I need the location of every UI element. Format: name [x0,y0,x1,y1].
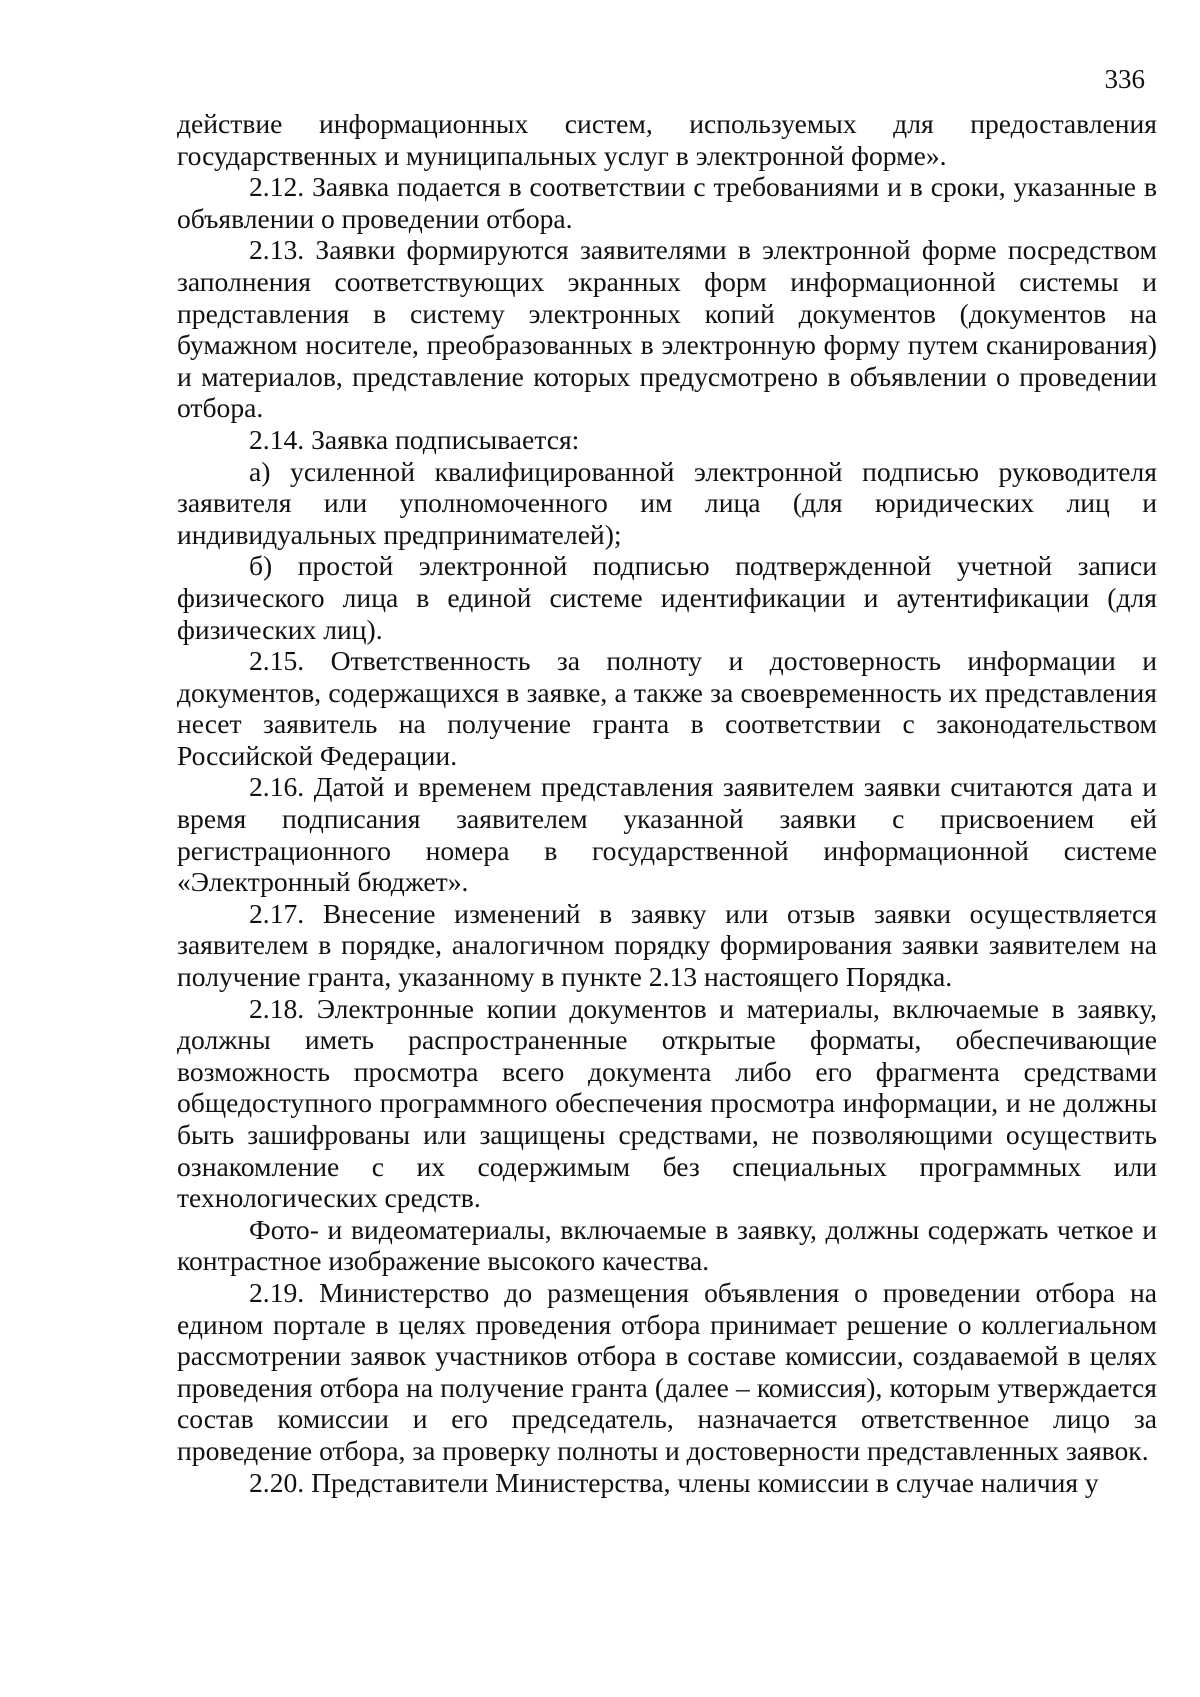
paragraph-2-16: 2.16. Датой и временем представления заявителем заявки считаются дата и время подписания заявителем указанной заявки с присвоением ей регистрационного номера в государственной информационной системе «Электронный бюджет». [177,771,1157,898]
paragraph-2-17: 2.17. Внесение изменений в заявку или отзыв заявки осуществляется заявителем в порядке, аналогичном порядку формирования заявки заявителем на получение гранта, указанному в пункте 2.13 настоящего Порядка. [177,897,1157,993]
paragraph-2-14: 2.14. Заявка подписывается: [249,423,580,455]
paragraph-2-20: 2.20. Представители Министерства, члены комиссии в случае наличия у [249,1466,1099,1498]
paragraph-2-14-b: б) простой электронной подписью подтвержденной учетной записи физического лица в единой системе идентификации и аутентификации (для физических лиц). [177,550,1157,645]
page-number: 336 [1104,64,1145,94]
document-body [177,108,1157,1498]
paragraph-2-18-media: Фото- и видеоматериалы, включаемые в заявку, должны содержать четкое и контрастное изображение высокого качества. [177,1213,1157,1277]
paragraph-2-18: 2.18. Электронные копии документов и материалы, включаемые в заявку, должны иметь распространенные открытые форматы, обеспечивающие возможность просмотра всего документа либо его фрагмента средствами общедоступного программного обеспечения просмотра информации, и не должны быть зашифрованы или защищены средствами, не позволяющими осуществить ознакомление с их содержимым без специальных программных или технологических средств. [177,992,1157,1214]
paragraph-2-15: 2.15. Ответственность за полноту и достоверность информации и документов, содержащихся в заявке, а также за своевременность их представления несет заявитель на получение гранта в соответствии с законодательством Российской Федерации. [177,645,1157,771]
paragraph-2-13: 2.13. Заявки формируются заявителями в электронной форме посредством заполнения соответствующих экранных форм информационной системы и представления в систему электронных копий документов (документов на бумажном носителе, преобразованных в электронную форму путем сканирования) и материалов, представление которых предусмотрено в объявлении о проведении отбора. [177,234,1157,424]
paragraph-2-14-a: а) усиленной квалифицированной электронной подписью руководителя заявителя или уполномоченного им лица (для юридических лиц и индивидуальных предпринимателей); [177,455,1157,550]
paragraph-continuation: действие информационных систем, используемых для предоставления государственных и муниципальных услуг в электронной форме». [177,108,1157,171]
paragraph-2-12: 2.12. Заявка подается в соответствии с требованиями и в сроки, указанные в объявлении о проведении отбора. [177,171,1157,234]
paragraph-2-19: 2.19. Министерство до размещения объявления о проведении отбора на едином портале в целях проведения отбора принимает решение о коллегиальном рассмотрении заявок участников отбора в составе комиссии, создаваемой в целях проведения отбора на получение гранта (далее – комиссия), которым утверждается состав комиссии и его председатель, назначается ответственное лицо за проведение отбора, за проверку полноты и достоверности представленных заявок. [177,1276,1157,1466]
